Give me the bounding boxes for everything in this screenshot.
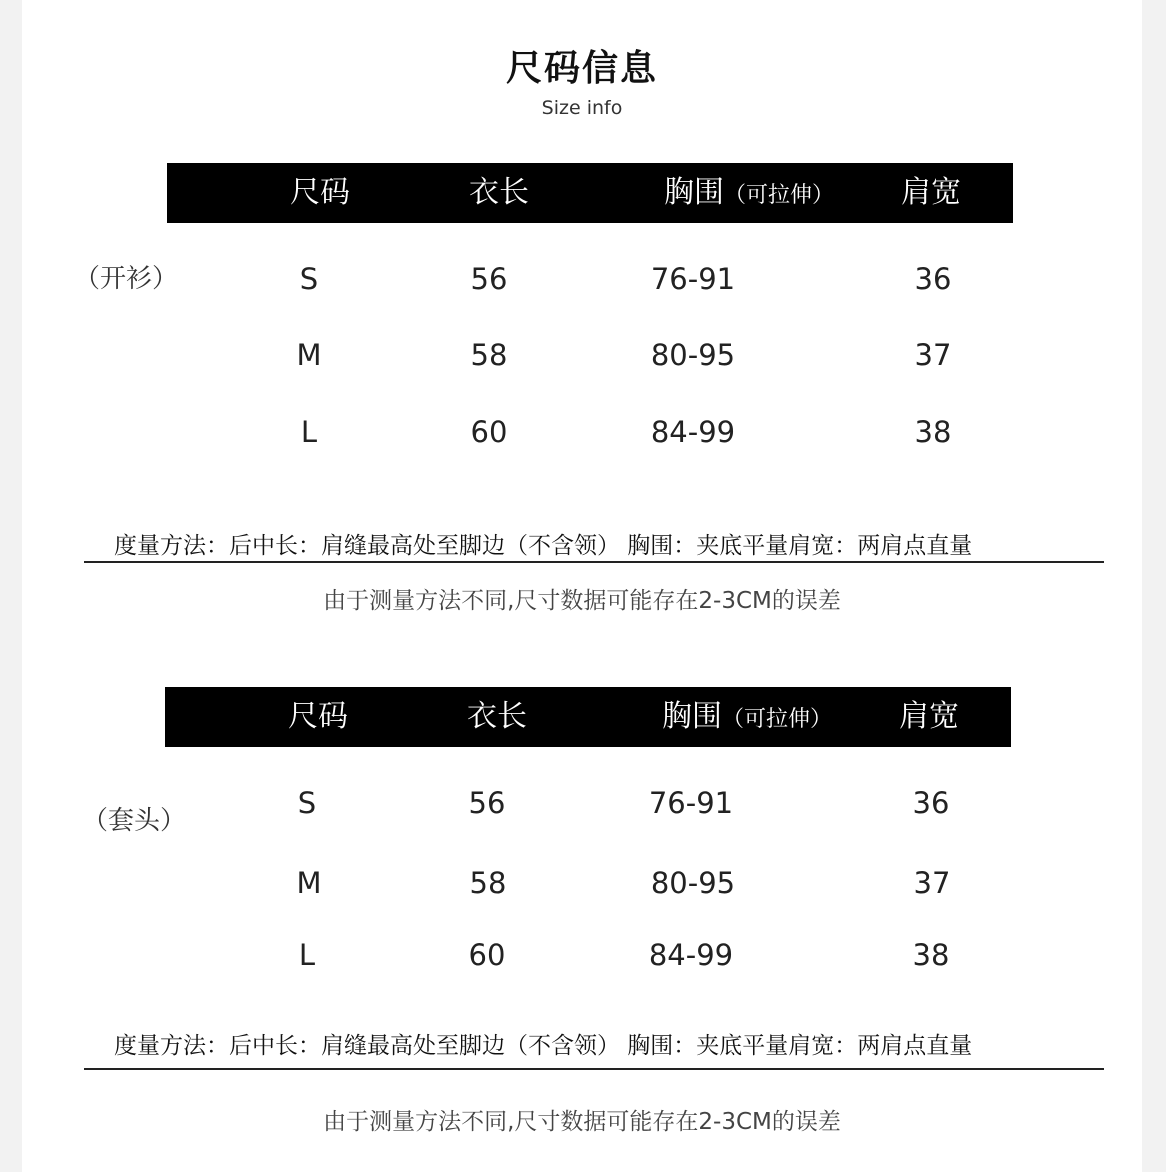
header-bust-label: 胸围 [663, 175, 724, 210]
page-title: 尺码信息 [505, 48, 658, 89]
cell-bust: 84-99 [648, 938, 734, 972]
header-shoulder: 肩宽 [899, 699, 959, 734]
cell-bust: 80-95 [650, 338, 736, 372]
table-header [165, 687, 1011, 747]
measurement-note: 由于测量方法不同,尺寸数据可能存在2-3CM的误差 [323, 588, 841, 614]
cell-shoulder: 38 [912, 938, 950, 972]
cell-bust: 80-95 [650, 866, 736, 900]
header-size: 尺码 [290, 175, 350, 210]
cell-size: L [298, 938, 316, 972]
header-bust-label: 胸围 [661, 699, 722, 734]
header-length: 衣长 [467, 699, 527, 734]
cell-size: L [300, 415, 318, 449]
cell-shoulder: 36 [912, 786, 950, 820]
type-label: （套头） [82, 806, 187, 836]
divider-line [84, 1068, 1104, 1070]
cell-size: M [296, 866, 322, 900]
type-label: （开衫） [74, 264, 179, 294]
size-info-page [22, 0, 1142, 1172]
cell-length: 56 [468, 786, 506, 820]
table-header [167, 163, 1013, 223]
header-bust [664, 163, 834, 226]
cell-length: 56 [470, 262, 508, 296]
cell-length: 60 [468, 938, 506, 972]
header-length: 衣长 [469, 175, 529, 210]
cell-shoulder: 37 [914, 338, 952, 372]
cell-size: S [297, 786, 317, 820]
header-size: 尺码 [288, 699, 348, 734]
cell-bust: 76-91 [648, 786, 734, 820]
header-bust [662, 687, 832, 750]
cell-bust: 76-91 [650, 262, 736, 296]
cell-shoulder: 36 [914, 262, 952, 296]
header-shoulder: 肩宽 [901, 175, 961, 210]
cell-shoulder: 38 [914, 415, 952, 449]
page-subtitle: Size info [541, 97, 623, 119]
cell-length: 58 [470, 338, 508, 372]
measurement-method: 度量方法：后中长：肩缝最高处至脚边（不含领） 胸围：夹底平量肩宽：两肩点直量 [114, 533, 973, 559]
header-bust-note: （可拉伸） [723, 183, 835, 208]
cell-bust: 84-99 [650, 415, 736, 449]
measurement-method: 度量方法：后中长：肩缝最高处至脚边（不含领） 胸围：夹底平量肩宽：两肩点直量 [114, 1033, 973, 1059]
cell-length: 60 [470, 415, 508, 449]
cell-size: M [296, 338, 322, 372]
measurement-note: 由于测量方法不同,尺寸数据可能存在2-3CM的误差 [323, 1109, 841, 1135]
header-bust-note: （可拉伸） [721, 707, 833, 732]
divider-line [84, 561, 1104, 563]
cell-size: S [299, 262, 319, 296]
cell-length: 58 [469, 866, 507, 900]
cell-shoulder: 37 [913, 866, 951, 900]
